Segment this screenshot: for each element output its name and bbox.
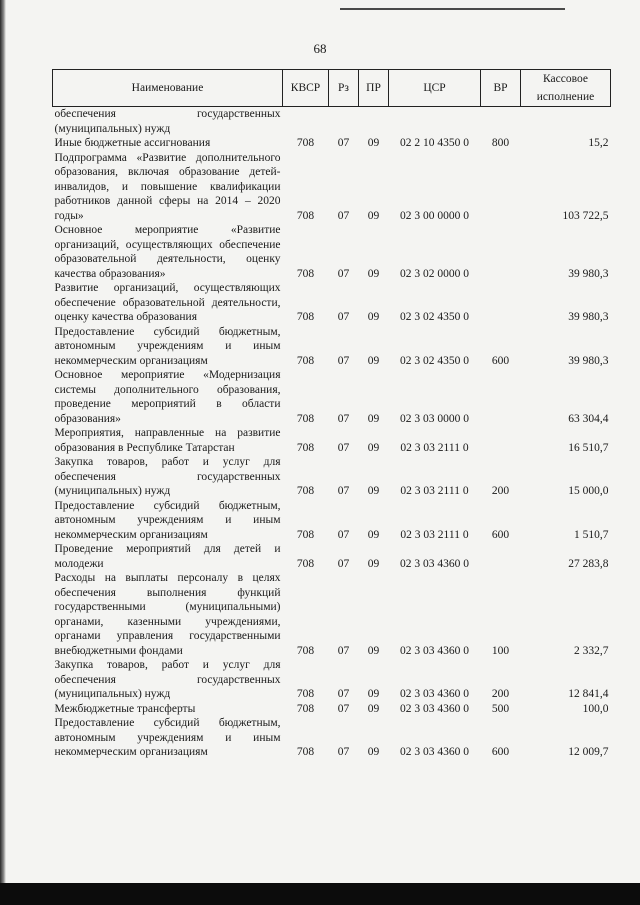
row-name: Закупка товаров, работ и услуг для обеспечения государственных (муниципальных) нужд bbox=[54, 659, 281, 700]
row-pr: 09 bbox=[367, 702, 380, 715]
table-row bbox=[53, 702, 611, 717]
row-pr: 09 bbox=[367, 441, 380, 454]
row-name: Подпрограмма «Развитие дополнительного образования, включая образование детей-инвалидов, и повышение квалификации работников данной сферы на 2014 – 2020 годы» bbox=[54, 151, 281, 222]
row-csr: 02 3 02 0000 0 bbox=[400, 267, 469, 280]
row-kvsr: 708 bbox=[296, 311, 315, 323]
row-rz: 07 bbox=[337, 688, 350, 700]
row-name: Развитие организаций, осуществляющих обеспечение образовательной деятельности, оценку качества образования bbox=[54, 282, 281, 323]
row-rz: 07 bbox=[337, 557, 350, 570]
row-vr bbox=[481, 151, 521, 224]
table-row bbox=[53, 151, 611, 224]
row-pr: 09 bbox=[367, 311, 380, 323]
row-csr: 02 3 02 4350 0 bbox=[400, 354, 469, 367]
row-rz: 07 bbox=[337, 644, 350, 657]
row-csr: 02 3 03 4360 0 bbox=[400, 702, 469, 715]
row-vr bbox=[481, 281, 521, 325]
row-csr: 02 3 03 4360 0 bbox=[400, 644, 469, 657]
row-vr bbox=[481, 426, 521, 455]
row-kvsr: 708 bbox=[296, 528, 315, 541]
row-rz: 07 bbox=[337, 485, 350, 497]
row-vr: 500 bbox=[491, 702, 510, 715]
row-pr: 09 bbox=[367, 557, 380, 570]
row-pr bbox=[359, 107, 389, 137]
row-rz: 07 bbox=[337, 267, 350, 280]
row-pr: 09 bbox=[367, 746, 380, 758]
row-kvsr: 708 bbox=[296, 354, 315, 367]
row-amount: 39 980,3 bbox=[568, 354, 609, 367]
table-row bbox=[53, 325, 611, 369]
row-amount: 27 283,8 bbox=[568, 557, 609, 570]
row-csr: 02 3 02 4350 0 bbox=[400, 311, 469, 323]
table-row bbox=[53, 107, 611, 137]
budget-execution-table bbox=[52, 69, 611, 760]
row-vr: 200 bbox=[491, 485, 510, 497]
page-number: 68 bbox=[313, 41, 327, 56]
row-amount: 39 980,3 bbox=[568, 267, 609, 280]
table-row bbox=[53, 499, 611, 543]
row-amount: 2 332,7 bbox=[574, 644, 609, 657]
row-rz: 07 bbox=[337, 137, 350, 149]
table-body bbox=[53, 107, 611, 760]
row-rz: 07 bbox=[337, 702, 350, 715]
row-kvsr: 708 bbox=[296, 746, 315, 758]
row-kvsr bbox=[283, 107, 329, 137]
row-csr: 02 3 03 4360 0 bbox=[400, 557, 469, 570]
row-amount: 103 722,5 bbox=[562, 209, 609, 222]
row-name: Межбюджетные трансферты bbox=[54, 702, 196, 715]
table-row bbox=[53, 571, 611, 658]
row-amount: 15,2 bbox=[588, 137, 609, 149]
row-csr: 02 3 03 2111 0 bbox=[400, 441, 469, 454]
row-amount: 1 510,7 bbox=[574, 528, 609, 541]
table-header-row bbox=[53, 70, 611, 107]
row-name: Основное мероприятие «Развитие организаций, осуществляющих обеспечение образовательной деятельности, оценку качества образования» bbox=[54, 224, 281, 280]
row-amount: 16 510,7 bbox=[568, 441, 609, 454]
row-pr: 09 bbox=[367, 688, 380, 700]
row-pr: 09 bbox=[367, 209, 380, 222]
row-amount: 63 304,4 bbox=[568, 412, 609, 425]
row-vr bbox=[481, 368, 521, 426]
row-kvsr: 708 bbox=[296, 267, 315, 280]
row-vr: 800 bbox=[491, 137, 510, 149]
table-row bbox=[53, 542, 611, 571]
row-vr: 200 bbox=[491, 688, 510, 700]
row-csr: 02 3 03 4360 0 bbox=[400, 746, 469, 758]
table-row bbox=[53, 716, 611, 760]
header-csr: ЦСР bbox=[389, 70, 481, 107]
row-kvsr: 708 bbox=[296, 209, 315, 222]
row-kvsr: 708 bbox=[296, 644, 315, 657]
row-name: Мероприятия, направленные на развитие образования в Республике Татарстан bbox=[54, 427, 281, 454]
scan-mark-top bbox=[340, 8, 565, 10]
row-csr: 02 2 10 4350 0 bbox=[400, 137, 469, 149]
row-amount: 100,0 bbox=[582, 702, 609, 715]
row-csr: 02 3 03 2111 0 bbox=[400, 528, 469, 541]
row-amount: 12 009,7 bbox=[568, 746, 609, 758]
row-vr bbox=[481, 107, 521, 137]
row-kvsr: 708 bbox=[296, 485, 315, 497]
row-pr: 09 bbox=[367, 267, 380, 280]
header-pr: ПР bbox=[359, 70, 389, 107]
row-csr: 02 3 03 4360 0 bbox=[400, 688, 469, 700]
row-amount: 39 980,3 bbox=[568, 311, 609, 323]
row-rz: 07 bbox=[337, 441, 350, 454]
row-csr: 02 3 03 2111 0 bbox=[400, 485, 469, 497]
row-vr: 600 bbox=[491, 354, 510, 367]
header-name: Наименование bbox=[53, 70, 283, 107]
row-kvsr: 708 bbox=[296, 137, 315, 149]
header-rz: Рз bbox=[329, 70, 359, 107]
row-name: Проведение мероприятий для детей и молодежи bbox=[54, 543, 281, 570]
row-rz: 07 bbox=[337, 412, 350, 425]
header-amount: Кассовое исполнение bbox=[521, 70, 611, 107]
row-vr bbox=[481, 542, 521, 571]
row-kvsr: 708 bbox=[296, 702, 315, 715]
row-amount bbox=[521, 107, 611, 137]
table-row bbox=[53, 455, 611, 499]
row-kvsr: 708 bbox=[296, 412, 315, 425]
row-name: Иные бюджетные ассигнования bbox=[54, 137, 211, 149]
table-row bbox=[53, 658, 611, 702]
table-row bbox=[53, 368, 611, 426]
row-rz bbox=[329, 107, 359, 137]
row-csr: 02 3 00 0000 0 bbox=[400, 209, 469, 222]
table-row bbox=[53, 223, 611, 281]
scan-edge-left bbox=[0, 0, 6, 905]
row-vr bbox=[481, 223, 521, 281]
row-name: Предоставление субсидий бюджетным, автономным учреждениям и иным некоммерческим организациям bbox=[54, 499, 281, 541]
row-name: Закупка товаров, работ и услуг для обеспечения государственных (муниципальных) нужд bbox=[54, 456, 281, 497]
scan-edge-bottom bbox=[0, 883, 640, 905]
table-row bbox=[53, 281, 611, 325]
row-vr: 600 bbox=[491, 746, 510, 758]
row-vr: 600 bbox=[491, 528, 510, 541]
row-kvsr: 708 bbox=[296, 557, 315, 570]
row-pr: 09 bbox=[367, 137, 380, 149]
row-pr: 09 bbox=[367, 485, 380, 497]
row-pr: 09 bbox=[367, 528, 380, 541]
row-csr: 02 3 03 0000 0 bbox=[400, 412, 469, 425]
row-rz: 07 bbox=[337, 354, 350, 367]
row-pr: 09 bbox=[367, 354, 380, 367]
row-name: Основное мероприятие «Модернизация системы дополнительного образования, проведение мероприятий в области образования» bbox=[54, 369, 281, 425]
row-vr: 100 bbox=[491, 644, 510, 657]
header-vr: ВР bbox=[481, 70, 521, 107]
row-name: Расходы на выплаты персоналу в целях обеспечения выполнения функций государственными (муниципальными) органами, казенными учреждениями, органами управления государственными внебюджетными фондами bbox=[54, 572, 281, 657]
row-rz: 07 bbox=[337, 746, 350, 758]
row-kvsr: 708 bbox=[296, 688, 315, 700]
row-name: Предоставление субсидий бюджетным, автономным учреждениям и иным некоммерческим организациям bbox=[54, 717, 281, 758]
row-rz: 07 bbox=[337, 209, 350, 222]
row-name: Предоставление субсидий бюджетным, автономным учреждениям и иным некоммерческим организациям bbox=[54, 325, 281, 367]
row-amount: 15 000,0 bbox=[568, 485, 609, 497]
row-kvsr: 708 bbox=[296, 441, 315, 454]
row-name: обеспечения государственных (муниципальных) нужд bbox=[54, 108, 281, 135]
row-pr: 09 bbox=[367, 412, 380, 425]
table-row bbox=[53, 136, 611, 151]
table-row bbox=[53, 426, 611, 455]
row-amount: 12 841,4 bbox=[568, 688, 609, 700]
row-rz: 07 bbox=[337, 528, 350, 541]
row-csr bbox=[389, 107, 481, 137]
row-pr: 09 bbox=[367, 644, 380, 657]
row-rz: 07 bbox=[337, 311, 350, 323]
header-kvsr: КВСР bbox=[283, 70, 329, 107]
